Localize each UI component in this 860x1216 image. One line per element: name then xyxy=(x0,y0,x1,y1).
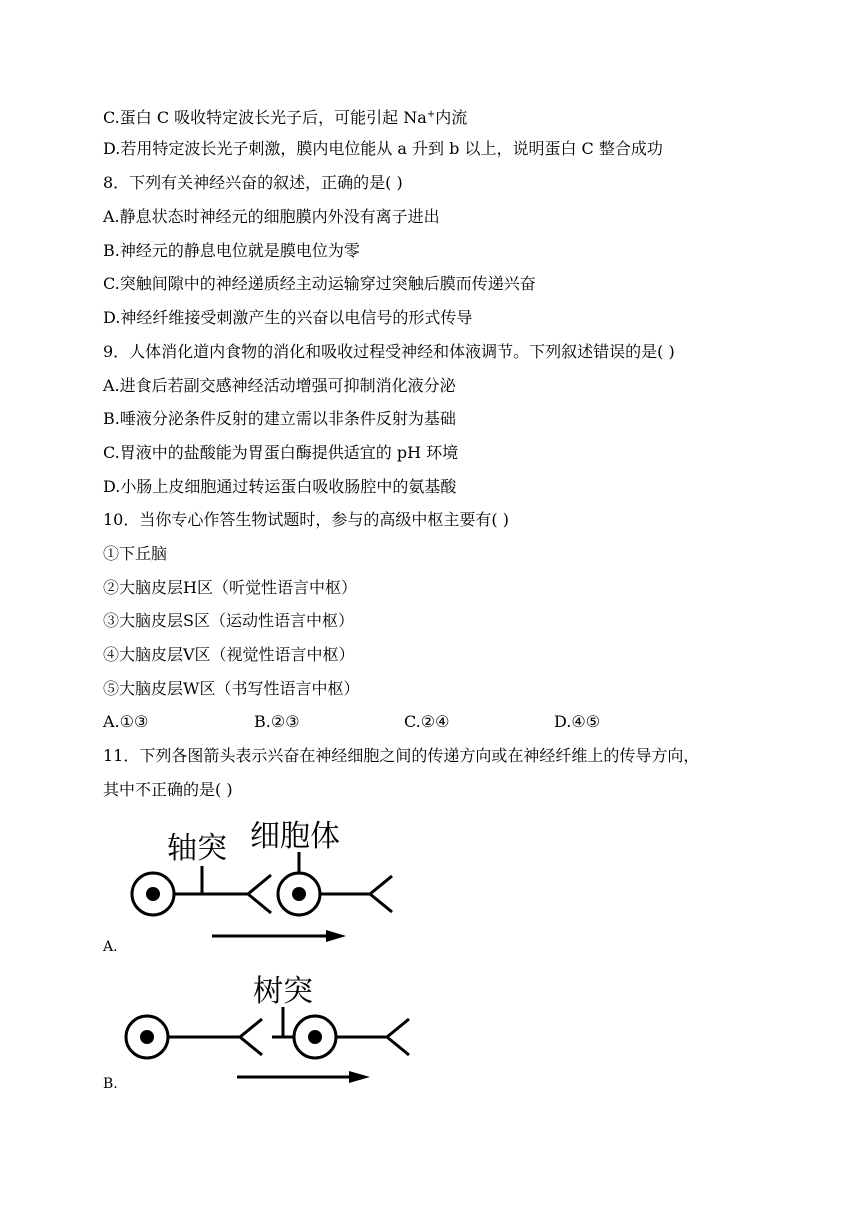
q10-options xyxy=(103,712,803,732)
figure-a-soma-label: 细胞体 xyxy=(250,819,340,854)
q10-option-c: C.②④ xyxy=(404,712,450,731)
q8-option-a: A.静息状态时神经元的细胞膜内外没有离子进出 xyxy=(103,207,440,226)
q11-figure-b xyxy=(120,970,420,1085)
q8-option-b: B.神经元的静息电位就是膜电位为零 xyxy=(103,241,360,260)
q9-stem: 9．人体消化道内食物的消化和吸收过程受神经和体液调节。下列叙述错误的是( ) xyxy=(103,342,675,361)
q10-option-a: A.①③ xyxy=(103,712,149,731)
q8-option-d: D.神经纤维接受刺激产生的兴奋以电信号的形式传导 xyxy=(103,308,473,327)
q11-stem-line1: 11．下列各图箭头表示兴奋在神经细胞之间的传递方向或在神经纤维上的传导方向， xyxy=(103,746,700,765)
q9-option-c: C.胃液中的盐酸能为胃蛋白酶提供适宜的 pH 环境 xyxy=(103,443,459,462)
q7-option-c-tail: 内流 xyxy=(435,108,468,127)
q11-figure-b-label: B. xyxy=(103,1076,118,1092)
q10-item-4: ④大脑皮层V区（视觉性语言中枢） xyxy=(103,645,355,664)
q7-option-d: D.若用特定波长光子刺激，膜内电位能从 a 升到 b 以上，说明蛋白 C 整合成功 xyxy=(103,139,663,158)
q8-stem: 8．下列有关神经兴奋的叙述，正确的是( ) xyxy=(103,173,403,192)
figure-b-neuron-2 xyxy=(272,1016,409,1058)
figure-b-dendrite-label: 树突 xyxy=(253,974,313,1009)
figure-b-nucleus-1 xyxy=(140,1030,154,1044)
q10-option-d: D.④⑤ xyxy=(554,712,601,731)
q11-figure-a-label: A. xyxy=(103,939,118,955)
q9-option-d: D.小肠上皮细胞通过转运蛋白吸收肠腔中的氨基酸 xyxy=(103,477,457,496)
figure-a-axon-label: 轴突 xyxy=(167,831,227,866)
q9-option-b: B.唾液分泌条件反射的建立需以非条件反射为基础 xyxy=(103,409,456,428)
q11-figure-a xyxy=(120,812,420,947)
q10-item-3: ③大脑皮层S区（运动性语言中枢） xyxy=(103,611,354,630)
q8-option-c: C.突触间隙中的神经递质经主动运输穿过突触后膜而传递兴奋 xyxy=(103,274,536,293)
q11-stem-line2: 其中不正确的是( ) xyxy=(103,780,233,799)
q10-item-1: ①下丘脑 xyxy=(103,544,168,563)
q10-item-5: ⑤大脑皮层W区（书写性语言中枢） xyxy=(103,679,360,698)
q7-option-c-superscript: + xyxy=(426,109,436,120)
q7-option-c-text: C.蛋白 C 吸收特定波长光子后，可能引起 Na xyxy=(103,108,427,127)
figure-b-direction-arrow xyxy=(237,1071,370,1083)
q10-item-2: ②大脑皮层H区（听觉性语言中枢） xyxy=(103,578,357,597)
q7-option-c xyxy=(103,105,467,128)
figure-a-nucleus-1 xyxy=(146,887,160,901)
figure-a-nucleus-2 xyxy=(292,887,306,901)
q10-option-b: B.②③ xyxy=(254,712,300,731)
figure-a-direction-arrow xyxy=(212,930,346,942)
q9-option-a: A.进食后若副交感神经活动增强可抑制消化液分泌 xyxy=(103,376,456,395)
q10-stem: 10．当你专心作答生物试题时，参与的高级中枢主要有( ) xyxy=(103,510,509,529)
figure-b-nucleus-2 xyxy=(308,1030,322,1044)
